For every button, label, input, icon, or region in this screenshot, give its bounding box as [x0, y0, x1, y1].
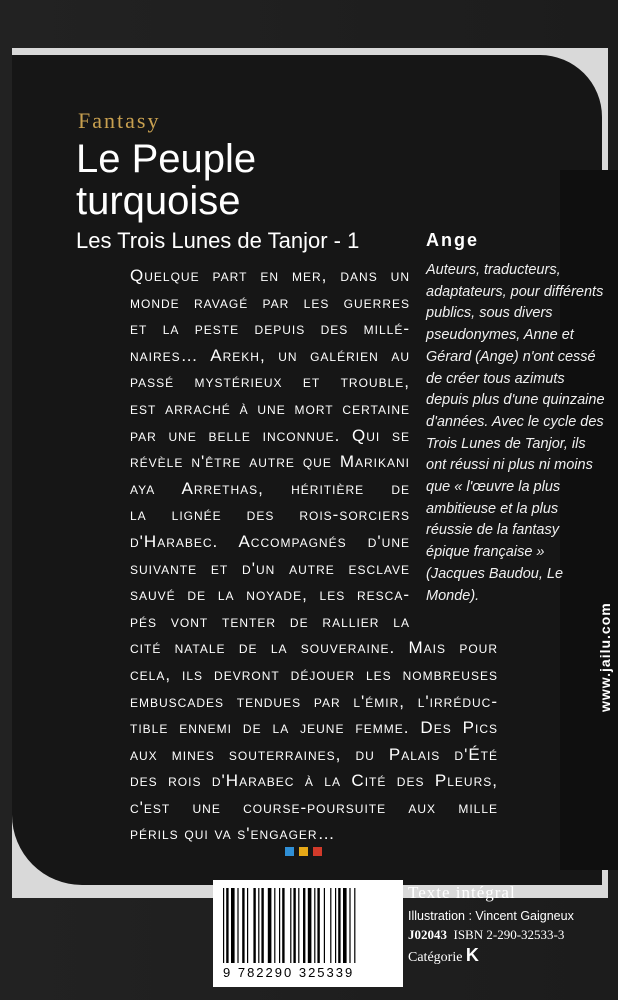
barcode-bars [221, 888, 395, 963]
blurb-line: monde ravagé par les guerres [130, 292, 410, 312]
barcode [213, 880, 403, 987]
blurb-line: embuscades tendues par l'émir, l'irréduc- [130, 691, 498, 711]
barcode-bar [279, 888, 280, 963]
categorie-label: Catégorie [408, 950, 463, 965]
barcode-bar [330, 888, 331, 963]
barcode-bar [261, 888, 263, 963]
collection-label: Fantasy [78, 108, 161, 133]
blue-dot [285, 847, 294, 856]
book-title: Le Peuple turquoise [76, 137, 257, 223]
bio-line: (Jacques Baudou, Le [426, 565, 564, 582]
bio-line: ambitieuse et la plus [426, 500, 559, 517]
website: www.jailu.com [597, 602, 613, 712]
code: J02043 [408, 927, 447, 942]
barcode-bar [349, 888, 350, 963]
texte-integral: Texte intégral [408, 883, 516, 902]
categorie-row [408, 945, 574, 966]
blurb-line: passé mystérieux et trouble, [130, 372, 410, 392]
barcode-bar [293, 888, 295, 963]
bio-line: réussie de la fantasy [426, 522, 559, 539]
bio-line: d'années. Avec le cycle des [426, 413, 604, 430]
barcode-bar [247, 888, 248, 963]
barcode-bar [303, 888, 305, 963]
blurb-line: aya Arrethas, héritière de [130, 478, 410, 498]
bio-line: pseudonymes, Anne et [426, 327, 574, 344]
blurb-line: d'Harabec. Accompagnés d'une [130, 531, 410, 551]
bio-line: ont réussi ni plus ni moins [426, 457, 593, 474]
barcode-bar [338, 888, 340, 963]
bio-line: publics, sous divers [426, 305, 553, 322]
barcode-bar [231, 888, 235, 963]
yellow-dot [299, 847, 308, 856]
author-bio [426, 260, 606, 607]
blurb-line: suivante et d'un autre esclave [130, 558, 410, 578]
bio-line: de créer tous azimuts [426, 370, 565, 387]
blurb-line: naires… Arekh, un galérien au [130, 345, 410, 365]
barcode-bar [274, 888, 275, 963]
blurb-line: c'est une course-poursuite aux mille [130, 797, 498, 817]
publication-info [408, 883, 574, 966]
barcode-bar [282, 888, 284, 963]
barcode-bar [317, 888, 319, 963]
blurb-line: pés vont tenter de rallier la [130, 611, 410, 631]
barcode-bar [298, 888, 299, 963]
blurb-line: est arraché à une mort certaine [130, 398, 410, 418]
barcode-bar [308, 888, 312, 963]
blurb-line: aux mines souterraines, du Palais d'Été [130, 744, 498, 764]
bio-line: épique française » [426, 544, 545, 561]
author-name: Ange [426, 230, 479, 250]
bio-line: depuis plus d'une quinzaine [426, 392, 605, 409]
bio-line: Gérard (Ange) n'ont cessé [426, 348, 596, 365]
barcode-bar [335, 888, 336, 963]
categorie-value: K [465, 945, 479, 965]
bio-line: que « l'œuvre la plus [426, 479, 561, 496]
barcode-bar [343, 888, 347, 963]
blurb-line: cité natale de la souveraine. Mais pour [130, 638, 498, 658]
blurb-line: révèle n'être autre que Marikani [130, 452, 410, 472]
code-isbn-row [408, 927, 574, 943]
series-title: Les Trois Lunes de Tanjor - 1 [76, 228, 360, 253]
bio-line: Auteurs, traducteurs, [426, 262, 561, 278]
barcode-bar [223, 888, 224, 963]
blurb-line: et la peste depuis des millé- [130, 319, 410, 339]
bio-line: adaptateurs, pour différents [426, 283, 604, 300]
illustration-credit: Illustration : Vincent Gaigneux [408, 909, 574, 923]
blurb-line: périls qui va s'engager… [130, 824, 336, 844]
red-dot [313, 847, 322, 856]
bio-line: Trois Lunes de Tanjor, ils [426, 435, 586, 452]
blurb-line: la lignée des rois-sorciers [130, 505, 410, 525]
barcode-bar [226, 888, 228, 963]
blurb-line: par une belle inconnue. Qui se [130, 425, 410, 445]
barcode-number: 9 782290 325339 [223, 965, 355, 980]
barcode-bar [290, 888, 291, 963]
barcode-bar [242, 888, 244, 963]
barcode-bar [268, 888, 272, 963]
barcode-bar [253, 888, 255, 963]
bio-line: Monde). [426, 587, 480, 604]
isbn: ISBN 2-290-32533-3 [453, 927, 565, 942]
barcode-bar [258, 888, 259, 963]
barcode-bar [314, 888, 315, 963]
barcode-bar [354, 888, 355, 963]
blurb-line: des rois d'Harabec à la Cité des Pleurs, [130, 771, 498, 791]
color-dots [285, 843, 327, 861]
blurb-line: sauvé de la noyade, les resca- [130, 585, 410, 605]
blurb-line: cela, ils devront déjouer les nombreuses [130, 664, 498, 684]
barcode-bar [237, 888, 238, 963]
blurb-line: Quelque part en mer, dans un [130, 266, 410, 285]
blurb-line: tible ennemi de la jeune femme. Des Pics [130, 718, 498, 738]
barcode-bar [324, 888, 325, 963]
